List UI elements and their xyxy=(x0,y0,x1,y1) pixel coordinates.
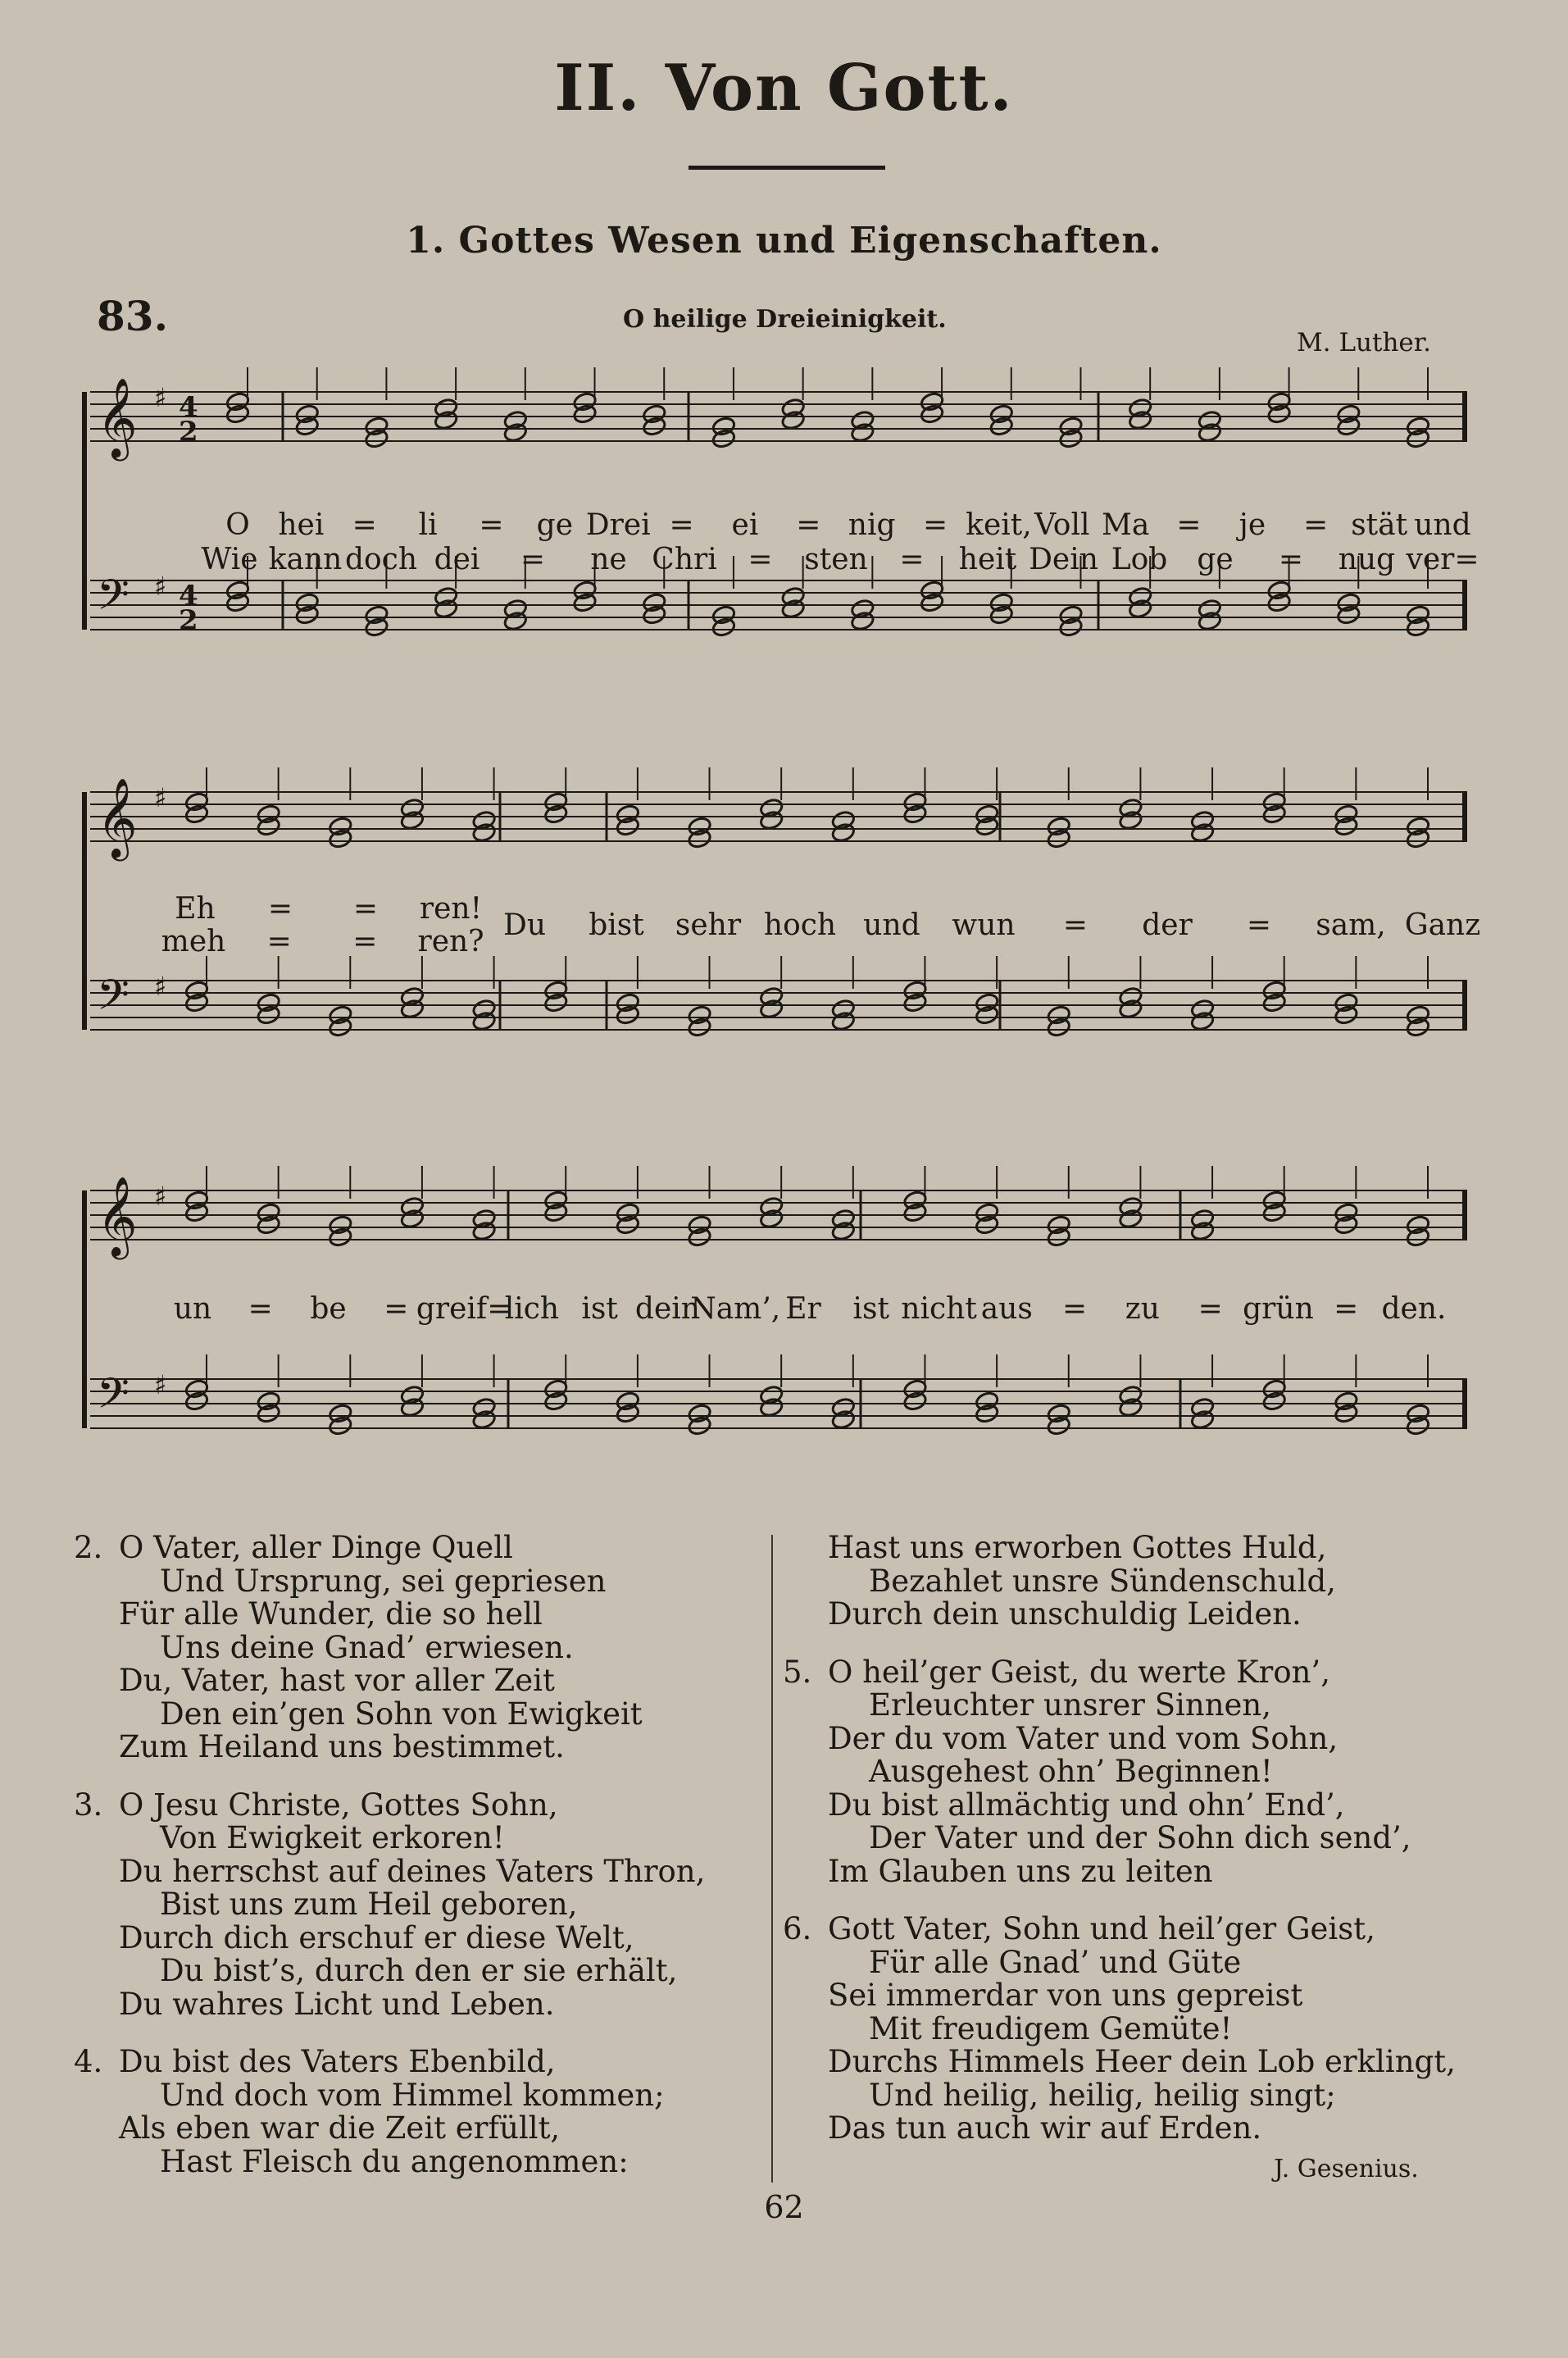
system-brace xyxy=(82,1190,87,1428)
lyric-syllable: Chri xyxy=(652,543,717,576)
lyric-syllable: greif= xyxy=(416,1292,512,1326)
verse-line: Du, Vater, hast vor aller Zeit xyxy=(119,1663,555,1698)
lyric-syllable: keit, xyxy=(966,508,1032,542)
verse-number: 4. xyxy=(74,2044,103,2079)
lyric-syllable: ge xyxy=(536,508,574,542)
lyric-syllable: Er xyxy=(785,1292,821,1326)
verse-number: 3. xyxy=(74,1787,103,1823)
lyric-syllable: nug xyxy=(1338,543,1396,576)
final-bar-line xyxy=(1462,1379,1467,1428)
verse-line: Du wahres Licht und Leben. xyxy=(119,1986,555,2022)
key-signature-sharp-icon: ♯ xyxy=(154,382,167,413)
lyric-syllable: Eh xyxy=(175,892,216,926)
verse xyxy=(74,2046,762,2178)
lyric-syllable: = xyxy=(899,543,925,576)
bass-clef-icon: 𝄢 xyxy=(97,570,130,630)
lyric-syllable: sten xyxy=(804,543,868,576)
final-bar-line xyxy=(1462,392,1467,441)
verse-line: Durch dein unschuldig Leiden. xyxy=(828,1596,1302,1632)
verse-line: Im Glauben uns zu leiten xyxy=(828,1853,1213,1889)
lyric-syllable: zu xyxy=(1125,1292,1160,1326)
verse xyxy=(783,1656,1488,1889)
lyric-syllable: li xyxy=(418,508,438,542)
lyric-syllable: nicht xyxy=(901,1292,977,1326)
verse-line: Den ein’gen Sohn von Ewigkeit xyxy=(160,1696,643,1732)
lyric-syllable: ist xyxy=(852,1292,889,1326)
lyric-syllable: = xyxy=(1246,908,1272,942)
lyric-syllable: doch xyxy=(344,543,418,576)
lyric-syllable: = xyxy=(1198,1292,1223,1326)
time-signature-top: 4 xyxy=(179,391,198,424)
system-brace xyxy=(82,792,87,1030)
lyric-syllable: be xyxy=(310,1292,347,1326)
lyric-syllable: = xyxy=(1278,543,1304,576)
treble-clef-icon: 𝄞 xyxy=(97,777,138,858)
music-system-1 xyxy=(74,353,1484,722)
lyric-syllable: lich xyxy=(504,1292,560,1326)
music-staff-graphic xyxy=(74,1151,1484,1520)
verse-line: Gott Vater, Sohn und heil’ger Geist, xyxy=(828,1911,1375,1946)
lyric-syllable: dei xyxy=(434,543,480,576)
lyric-syllable: Drei xyxy=(585,508,651,542)
verse-line: Du bist allmächtig und ohn’ End’, xyxy=(828,1787,1345,1823)
verse-line: Durchs Himmels Heer dein Lob erklingt, xyxy=(828,2044,1456,2079)
key-signature-sharp-icon: ♯ xyxy=(154,1181,167,1212)
key-signature-sharp-icon: ♯ xyxy=(154,571,167,602)
verse-line: Zum Heiland uns bestimmet. xyxy=(119,1729,565,1764)
verse xyxy=(783,1532,1488,1632)
lyric-syllable: = xyxy=(922,508,948,542)
lyric-syllable: Ganz xyxy=(1404,908,1481,942)
time-signature-top: 4 xyxy=(179,580,198,612)
lyric-syllable: = xyxy=(796,508,821,542)
verse xyxy=(74,1789,762,2022)
lyric-syllable: Lob xyxy=(1111,543,1168,576)
lyric-syllable: = xyxy=(248,1292,273,1326)
verse-line: O Vater, aller Dinge Quell xyxy=(119,1530,513,1565)
title-divider xyxy=(689,166,885,170)
system-brace xyxy=(82,392,87,630)
bass-clef-icon: 𝄢 xyxy=(97,970,130,1030)
verse-line: Hast Fleisch du angenommen: xyxy=(160,2143,629,2179)
lyric-syllable: = xyxy=(352,892,379,926)
verse-line: Sei immerdar von uns gepreist xyxy=(828,1978,1303,2013)
lyric-syllable: = xyxy=(352,508,377,542)
lyric-syllable: un xyxy=(173,1292,212,1326)
lyric-syllable: meh xyxy=(161,925,226,958)
lyric-syllable: stät xyxy=(1351,508,1408,542)
final-bar-line xyxy=(1462,1190,1467,1240)
key-signature-sharp-icon: ♯ xyxy=(154,1369,167,1400)
verse-line: Und doch vom Himmel kommen; xyxy=(160,2077,665,2113)
verse-line: Und heilig, heilig, heilig singt; xyxy=(869,2077,1336,2113)
lyric-syllable: grün xyxy=(1243,1292,1314,1326)
treble-clef-icon: 𝄞 xyxy=(97,377,138,457)
lyric-syllable: Nam’, xyxy=(690,1292,781,1326)
lyric-syllable: je xyxy=(1238,508,1266,542)
lyric-syllable: und xyxy=(863,908,920,942)
music-system-2 xyxy=(74,753,1484,1122)
verse-line: Für alle Gnad’ und Güte xyxy=(869,1944,1242,1980)
lyric-syllable: Du xyxy=(502,908,547,942)
lyric-syllable: = xyxy=(520,543,546,576)
verse-line: Von Ewigkeit erkoren! xyxy=(160,1820,505,1855)
tune-name: O heilige Dreieinigkeit. xyxy=(623,305,947,334)
verse-line: Als eben war die Zeit erfüllt, xyxy=(119,2110,561,2146)
lyric-syllable: nig xyxy=(848,508,896,542)
composer: M. Luther. xyxy=(1297,328,1432,357)
lyric-syllable: hoch xyxy=(763,908,837,942)
lyric-syllable: ge xyxy=(1197,543,1234,576)
lyric-syllable: = xyxy=(384,1292,409,1326)
verse-line: Für alle Wunder, die so hell xyxy=(119,1596,543,1632)
verse-author: J. Gesenius. xyxy=(1274,2155,1419,2183)
verse-line: Erleuchter unsrer Sinnen, xyxy=(869,1687,1272,1723)
lyric-syllable: ne xyxy=(590,543,627,576)
lyric-syllable: ren? xyxy=(417,925,484,958)
lyric-syllable: = xyxy=(1303,508,1329,542)
lyric-syllable: der xyxy=(1142,908,1193,942)
lyric-syllable: ist xyxy=(581,1292,618,1326)
section-title: 1. Gottes Wesen und Eigenschaften. xyxy=(406,220,1162,262)
verse xyxy=(783,1913,1488,2146)
music-system-3 xyxy=(74,1151,1484,1520)
lyric-syllable: und xyxy=(1414,508,1471,542)
lyric-syllable: wun xyxy=(952,908,1016,942)
verse-line: Bezahlet unsre Sündenschuld, xyxy=(869,1563,1336,1599)
verse-line: Der du vom Vater und vom Sohn, xyxy=(828,1720,1338,1756)
verse-line: Du bist’s, durch den er sie erhält, xyxy=(160,1953,678,1988)
lyric-syllable: ren! xyxy=(419,892,483,926)
verse-line: Hast uns erworben Gottes Huld, xyxy=(828,1530,1327,1565)
lyric-syllable: bist xyxy=(589,908,644,942)
treble-clef-icon: 𝄞 xyxy=(97,1176,138,1256)
verse-line: O heil’ger Geist, du werte Kron’, xyxy=(828,1654,1330,1690)
verse-line: Uns deine Gnad’ erwiesen. xyxy=(160,1629,574,1665)
lyric-syllable: = xyxy=(1062,1292,1088,1326)
lyric-syllable: = xyxy=(1062,908,1089,942)
verse-line: O Jesu Christe, Gottes Sohn, xyxy=(119,1787,558,1823)
hymn-number: 83. xyxy=(97,292,168,340)
verse-line: Das tun auch wir auf Erden. xyxy=(828,2110,1262,2146)
page-number: 62 xyxy=(764,2189,804,2225)
lyric-syllable: ver= xyxy=(1406,543,1479,576)
lyric-syllable: sam, xyxy=(1316,908,1386,942)
lyric-syllable: = xyxy=(266,925,292,958)
lyric-syllable: = xyxy=(352,925,378,958)
time-signature-bottom: 2 xyxy=(179,416,198,448)
lyric-syllable: = xyxy=(1176,508,1202,542)
verse-line: Du herrschst auf deines Vaters Thron, xyxy=(119,1853,706,1889)
lyric-syllable: hei xyxy=(278,508,325,542)
verse-number: 6. xyxy=(783,1911,812,1946)
column-divider xyxy=(771,1535,773,2183)
final-bar-line xyxy=(1462,981,1467,1030)
verse-line: Der Vater und der Sohn dich send’, xyxy=(869,1820,1411,1855)
lyric-syllable: Ma xyxy=(1101,508,1150,542)
verse-line: Du bist des Vaters Ebenbild, xyxy=(119,2044,556,2079)
lyric-syllable: = xyxy=(748,543,773,576)
verse xyxy=(74,1532,762,1764)
bass-clef-icon: 𝄢 xyxy=(97,1368,130,1428)
final-bar-line xyxy=(1462,580,1467,630)
lyric-syllable: = xyxy=(1334,1292,1359,1326)
lyric-syllable: O xyxy=(225,508,250,542)
lyric-syllable: heit xyxy=(958,543,1017,576)
lyric-syllable: dein xyxy=(634,1292,700,1326)
verse-line: Durch dich erschuf er diese Welt, xyxy=(119,1919,634,1955)
lyric-syllable: = xyxy=(479,508,504,542)
key-signature-sharp-icon: ♯ xyxy=(154,971,167,1002)
part-title: II. Von Gott. xyxy=(554,51,1014,125)
verse-number: 2. xyxy=(74,1530,103,1565)
lyric-syllable: = xyxy=(267,892,293,926)
lyric-syllable: ei xyxy=(731,508,759,542)
verses-right-column xyxy=(783,1532,1488,2170)
lyric-syllable: sehr xyxy=(675,908,742,942)
lyric-syllable: Voll xyxy=(1034,508,1090,542)
verses-left-column xyxy=(74,1532,762,2203)
lyric-syllable: = xyxy=(669,508,694,542)
final-bar-line xyxy=(1462,792,1467,841)
verse-number: 5. xyxy=(783,1654,812,1690)
verse-line: Und Ursprung, sei gepriesen xyxy=(160,1563,607,1599)
lyric-syllable: Dein xyxy=(1029,543,1098,576)
key-signature-sharp-icon: ♯ xyxy=(154,782,167,813)
lyric-syllable: aus xyxy=(980,1292,1033,1326)
verse-line: Bist uns zum Heil geboren, xyxy=(160,1887,578,1922)
lyric-syllable: kann xyxy=(268,543,343,576)
lyric-syllable: Wie xyxy=(201,543,258,576)
verse-line: Mit freudigem Gemüte! xyxy=(869,2010,1233,2046)
lyric-syllable: den. xyxy=(1381,1292,1447,1326)
time-signature-bottom: 2 xyxy=(179,604,198,637)
verse-line: Ausgehest ohn’ Beginnen! xyxy=(869,1754,1273,1789)
